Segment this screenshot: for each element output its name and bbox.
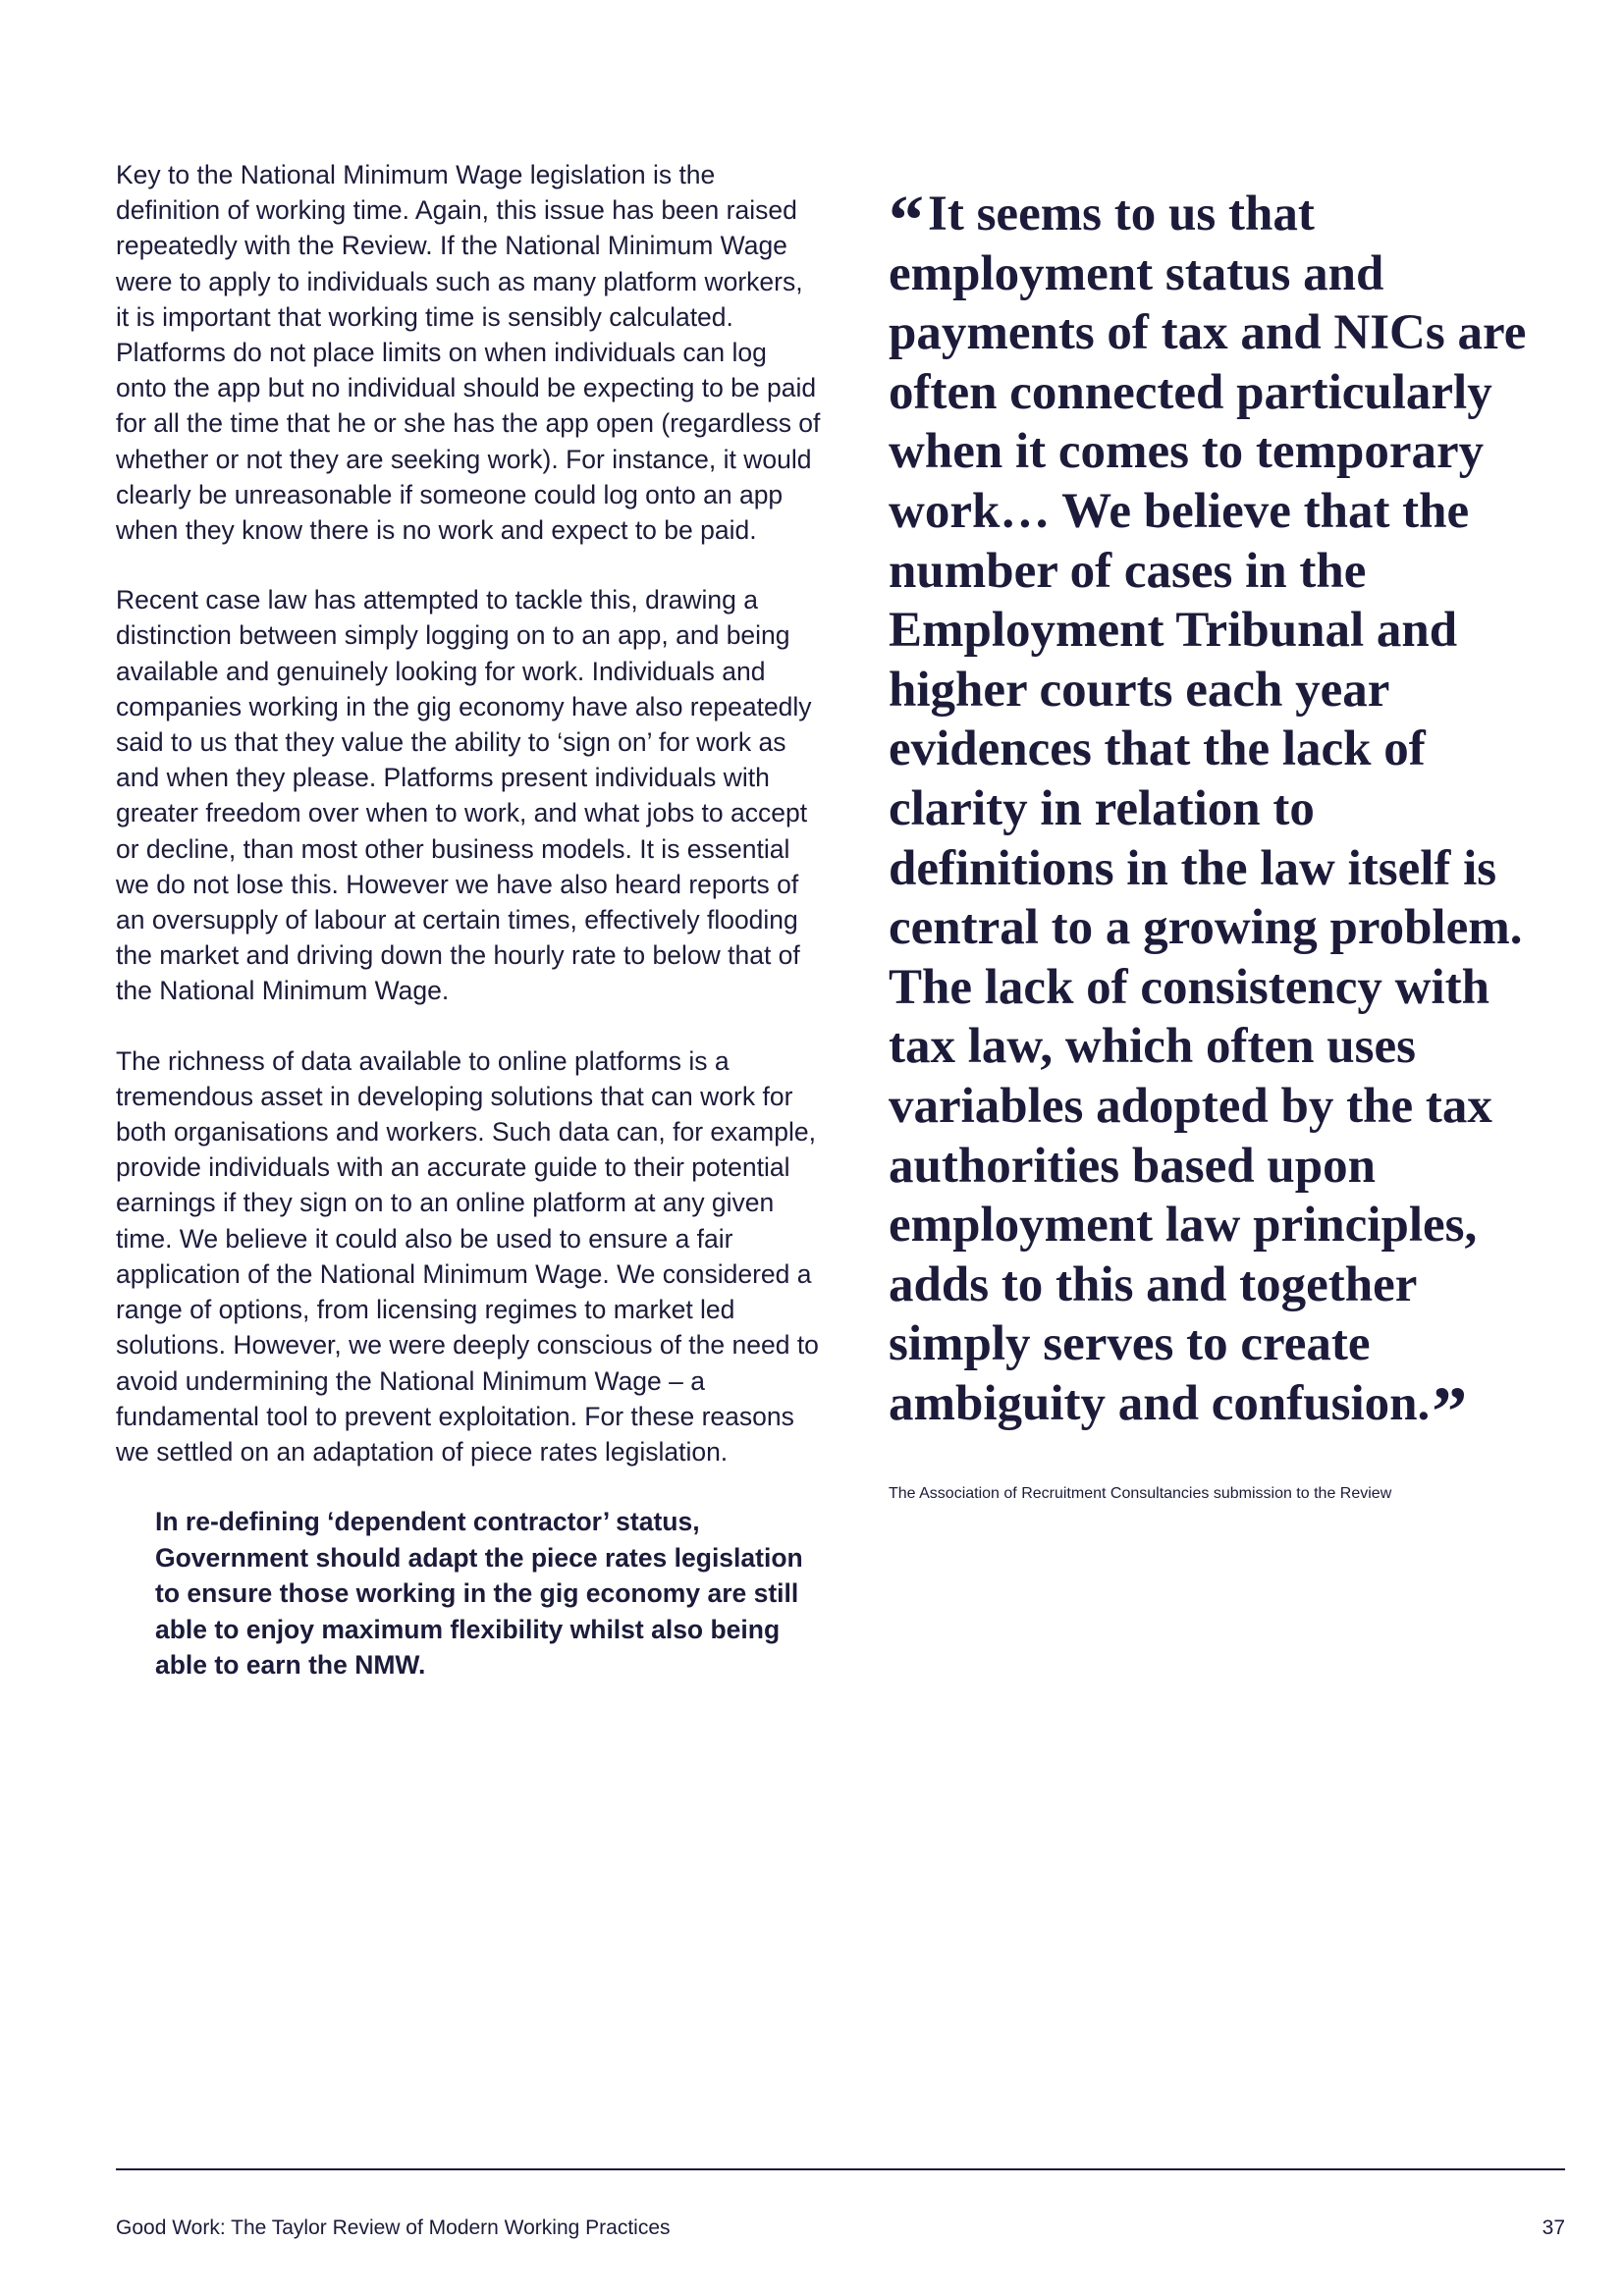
close-quote-mark: ” — [1432, 1371, 1468, 1451]
pull-quote — [889, 181, 1546, 1504]
body-paragraph-1: Key to the National Minimum Wage legislation is the definition of working time. Again, this issue has been raised repeatedly with the Review. If the National Minimum Wage were to apply to individuals such as many platform workers, it is important that working time is sensibly calculated. Platforms do not place limits on when individuals can log onto the app but no individual should be expecting to be paid for all the time that he or she has the app open (regardless of whether or not they are seeking work). For instance, it would clearly be unreasonable if someone could log onto an app when they know there is no work and expect to be paid. — [116, 160, 821, 546]
footer-divider — [116, 2168, 1565, 2170]
recommendation-text: In re-defining ‘dependent contractor’ status, Government should adapt the piece rates legislation to ensure those working in the gig economy are still able to enjoy maximum flexibility whilst also being able to earn the NMW. — [155, 1507, 803, 1681]
body-paragraph-2: Recent case law has attempted to tackle this, drawing a distinction between simply logging on to an app, and being available and genuinely looking for work. Individuals and companies working in the gig economy have also repeatedly said to us that they value the ability to ‘sign on’ for work as and when they please. Platforms present individuals with greater freedom over when to work, and what jobs to accept or decline, than most other business models. It is essential we do not lose this. However we have also heard reports of an oversupply of labour at certain times, effectively flooding the market and driving down the hourly rate to below that of the National Minimum Wage. — [116, 585, 812, 1006]
body-column — [116, 157, 823, 1683]
pull-quote-text: It seems to us that employment status and payments of tax and NICs are often connected particularly when it comes to temporary work… We believe that the number of cases in the Employment Tribunal and higher courts each year evidences that the lack of clarity in relation to definitions in the law itself is central to a growing problem. The lack of consistency with tax law, which often uses variables adopted by the tax authorities based upon employment law principles, adds to this and together simply serves to create ambiguity and confusion. — [889, 187, 1527, 1431]
quote-attribution: The Association of Recruitment Consultancies submission to the Review — [889, 1485, 1392, 1503]
footer-document-title: Good Work: The Taylor Review of Modern Working Practices — [116, 2216, 671, 2239]
open-quote-mark: “ — [889, 181, 924, 259]
body-paragraph-3: The richness of data available to online platforms is a tremendous asset in developing solutions that can work for both organisations and workers. Such data can, for example, provide individuals with an accurate guide to their potential earnings if they sign on to an online platform at any given time. We believe it could also be used to ensure a fair application of the National Minimum Wage. We considered a range of options, from licensing regimes to market led solutions. However, we were deeply conscious of the need to avoid undermining the National Minimum Wage – a fundamental tool to prevent exploitation. For these reasons we settled on an adaptation of piece rates legislation. — [116, 1045, 819, 1467]
page-number: 37 — [1542, 2216, 1565, 2239]
pull-quote-body — [889, 181, 1546, 1451]
